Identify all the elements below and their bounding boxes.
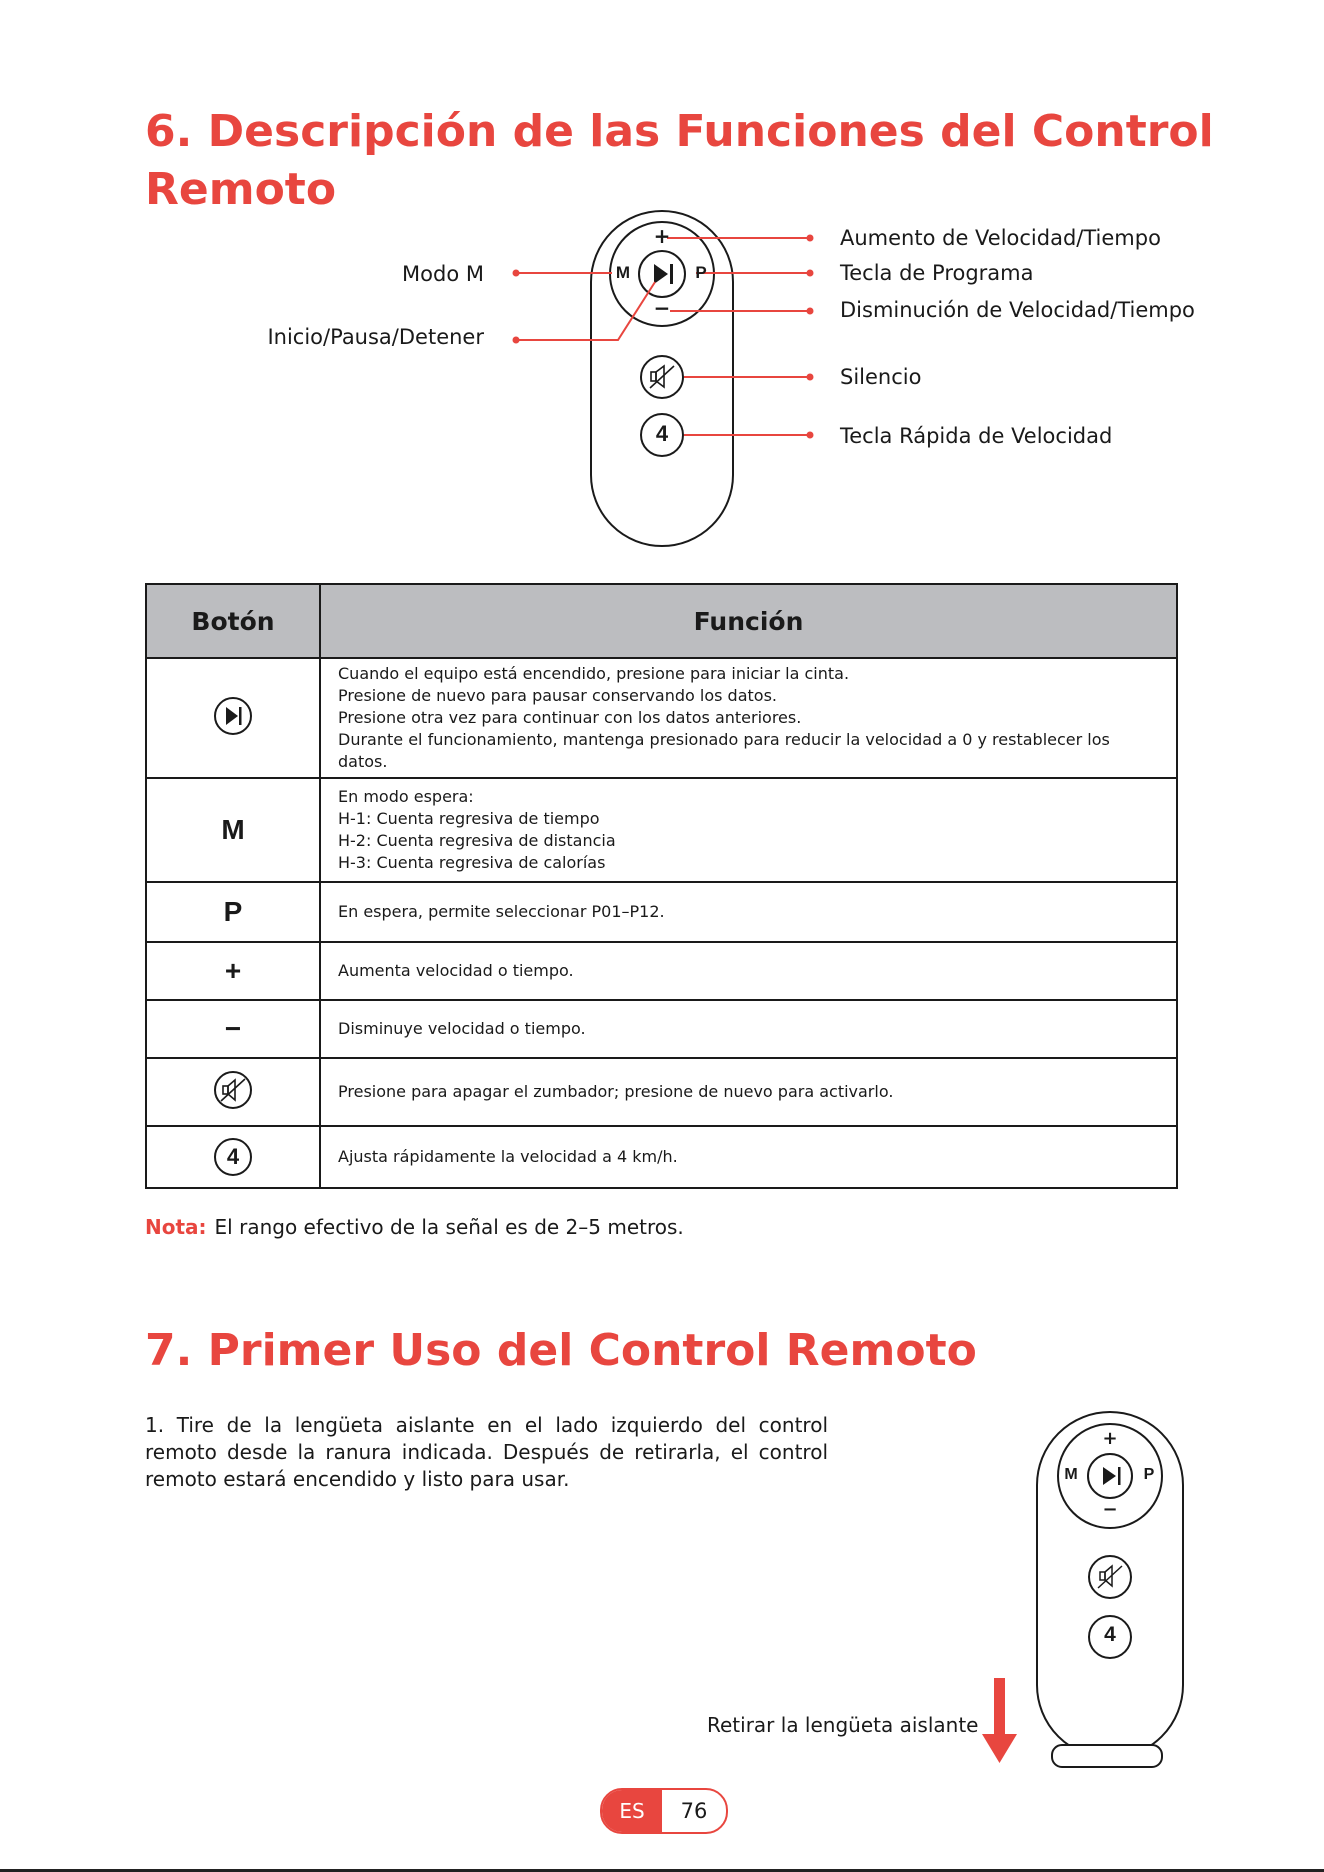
remote-key-minus: − (1102, 1499, 1118, 1520)
table-cell-button (146, 658, 320, 778)
table-row (146, 942, 1177, 1000)
label-speed-time-down: Disminución de Velocidad/Tiempo (840, 298, 1195, 322)
table-header-function: Función (320, 584, 1177, 658)
remote-key-minus: − (653, 296, 671, 320)
note (145, 1215, 684, 1239)
table-cell-function (320, 778, 1177, 882)
function-line: En espera, permite seleccionar P01–P12. (338, 902, 665, 921)
play-pause-icon (212, 695, 254, 737)
remote-key-m: M (1064, 1466, 1078, 1483)
table-cell-function (320, 1126, 1177, 1188)
table-row (146, 658, 1177, 778)
section-7-paragraph: 1. Tire de la lengüeta aislante en el lado izquierdo del control remoto desde la ranura indicada. Después de retirarla, el control remoto estará encendido y listo para usar. (145, 1413, 828, 1491)
page-number-badge (600, 1788, 728, 1834)
remote-diagram (0, 0, 1324, 560)
speed-4-symbol: 4 (226, 1144, 240, 1169)
table-cell-button (146, 1126, 320, 1188)
function-line: H-3: Cuenta regresiva de calorías (338, 853, 606, 872)
remote-illustration (1030, 1405, 1210, 1775)
language-code: ES (602, 1790, 662, 1832)
label-speed-quick-key: Tecla Rápida de Velocidad (840, 424, 1113, 448)
function-line: Ajusta rápidamente la velocidad a 4 km/h. (338, 1147, 678, 1166)
section-6-title-line-2: Remoto (145, 164, 337, 215)
plus-key-symbol: + (224, 955, 242, 986)
p-key-symbol: P (223, 896, 243, 927)
function-line: Presione otra vez para continuar con los datos anteriores. (338, 708, 802, 727)
function-line: Presione para apagar el zumbador; presione de nuevo para activarlo. (338, 1082, 894, 1101)
table-cell-function (320, 1058, 1177, 1126)
label-program-key: Tecla de Programa (840, 261, 1034, 285)
table-cell-function (320, 882, 1177, 942)
page-number: 76 (680, 1799, 708, 1823)
table-cell-function (320, 1000, 1177, 1058)
remote-key-p: P (695, 263, 707, 282)
function-line: Cuando el equipo está encendido, presione para iniciar la cinta. (338, 664, 850, 683)
speed-4-icon (214, 1138, 252, 1176)
table-cell-button (146, 942, 320, 1000)
function-line: Presione de nuevo para pausar conservando los datos. (338, 686, 777, 705)
remote-key-plus: + (653, 224, 671, 248)
table-row (146, 1058, 1177, 1126)
minus-key-symbol: − (224, 1013, 242, 1044)
table-row (146, 778, 1177, 882)
label-mute: Silencio (840, 365, 922, 389)
down-arrow-icon (980, 1678, 1020, 1764)
table-row (146, 882, 1177, 942)
table-row (146, 1000, 1177, 1058)
table-cell-button (146, 1058, 320, 1126)
table-row (146, 1126, 1177, 1188)
function-line: H-1: Cuenta regresiva de tiempo (338, 809, 600, 828)
table-cell-function (320, 658, 1177, 778)
note-text: El rango efectivo de la señal es de 2–5 metros. (214, 1215, 684, 1239)
function-line: Aumenta velocidad o tiempo. (338, 961, 574, 980)
table-header-button: Botón (146, 584, 320, 658)
table-cell-function (320, 942, 1177, 1000)
table-cell-button (146, 778, 320, 882)
remote-stand-base (1052, 1745, 1162, 1767)
remote-key-plus: + (1102, 1428, 1118, 1449)
function-line: Disminuye velocidad o tiempo. (338, 1019, 586, 1038)
label-mode-m: Modo M (402, 262, 484, 286)
remote-key-p: P (1143, 1466, 1155, 1483)
section-6-title-line-1: 6. Descripción de las Funciones del Control (145, 106, 1214, 157)
remote-illustration-svg (1030, 1405, 1210, 1775)
section-7-title: 7. Primer Uso del Control Remoto (145, 1325, 977, 1376)
m-key-symbol: M (221, 814, 245, 845)
function-line: Durante el funcionamiento, mantenga presionado para reducir la velocidad a 0 y restablecer los datos. (338, 730, 1110, 771)
mute-icon (212, 1069, 254, 1111)
remote-key-4: 4 (1104, 1623, 1116, 1646)
remote-diagram-svg (0, 0, 1324, 560)
function-line: H-2: Cuenta regresiva de distancia (338, 831, 616, 850)
pull-tab-caption: Retirar la lengüeta aislante (707, 1713, 979, 1737)
remote-key-4: 4 (655, 421, 669, 446)
function-table (145, 583, 1178, 1189)
table-cell-button (146, 882, 320, 942)
label-start-pause-stop: Inicio/Pausa/Detener (267, 325, 484, 349)
note-label: Nota: (145, 1215, 207, 1239)
function-line: En modo espera: (338, 787, 474, 806)
table-cell-button (146, 1000, 320, 1058)
remote-key-m: M (615, 263, 631, 282)
table-header-row (146, 584, 1177, 658)
label-speed-time-up: Aumento de Velocidad/Tiempo (840, 226, 1161, 250)
